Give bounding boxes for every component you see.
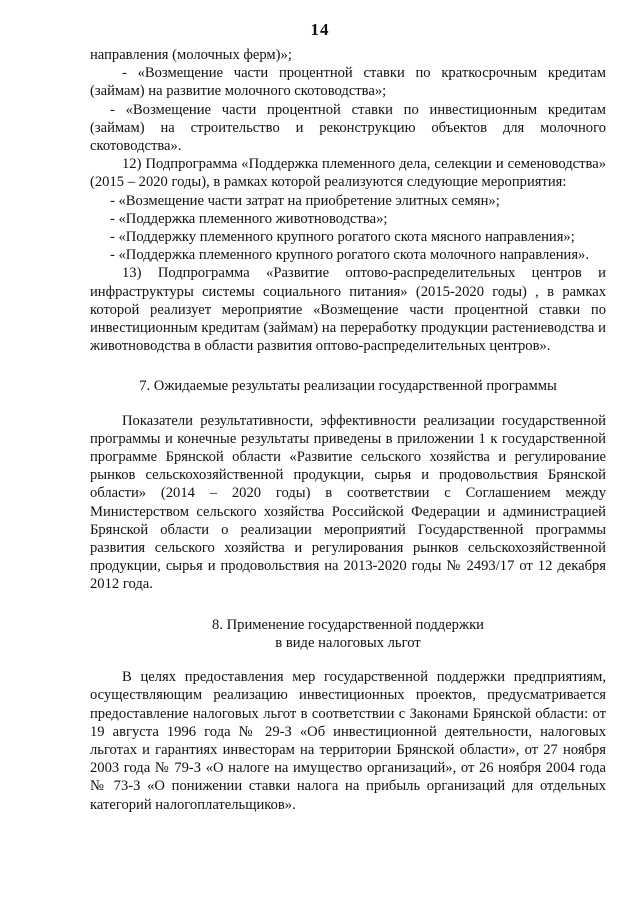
subprogram-12: 12) Подпрограмма «Поддержка племенного дела, селекции и семеноводства» (2015 – 2020 годы), в рамках которой реализуются следующие мероприятия: [90,156,606,191]
section-8-heading-line2: в виде налоговых льгот [275,634,421,651]
list-item-beef-cattle: - «Поддержку племенного крупного рогатого скота мясного направления»; [110,229,575,246]
paragraph-continuation: направления (молочных ферм)»; [90,47,292,63]
spacer [90,594,606,616]
section-8-paragraph: В целях предоставления мер государственной поддержки предприятиям, осуществляющим реализацию инвестиционных проектов, предусматривается предоставление налоговых льгот в соответствии с Законами Брянской области: от 19 августа 1996 года № 29-З «Об инвестиционной деятельности, налоговых льготах и гарантиях инвесторам на территории Брянской области», от 27 ноября 2003 года № 79-З «О налоге на имущество организаций», от 26 ноября 2004 года № 73-З «О понижении ставки налога на прибыль организаций для отдельных категорий налогоплательщиков». [90,669,606,813]
section-7-heading: 7. Ожидаемые результаты реализации государственной программы [139,378,557,395]
list-item-elite-seeds: - «Возмещение части затрат на приобретение элитных семян»; [110,192,500,209]
spacer [90,652,606,668]
list-item-investment-loans: - «Возмещение части процентной ставки по инвестиционным кредитам (займам) на строительство и реконструкцию объектов для молочного скотоводства». [90,101,606,155]
spacer [90,355,606,377]
list-item-dairy-cattle: - «Поддержка племенного крупного рогатого скота молочного направления». [110,247,589,264]
section-7-paragraph: Показатели результативности, эффективности реализации государственной программы и конечные результаты приведены в приложении 1 к государственной программе Брянской области «Развитие сельского хозяйства и регулирование рынков сельскохозяйственной продукции, сырья и продовольствия Брянской области» (2014 – 2020 годы) в соответствии с Соглашением между Министерством сельского хозяйства Российской Федерации и администрацией Брянской области о реализации мероприятий Государственной программы развития сельского хозяйства и регулирования рынков сельскохозяйственной продукции, сырья и продовольствия на 2013-2020 годы № 2493/17 от 12 декабря 2012 года. [90,412,606,593]
document-body [90,46,606,814]
list-item-short-term-loans: - «Возмещение части процентной ставки по краткосрочным кредитам (займам) на развитие молочного скотоводства»; [90,65,606,100]
page-number: 14 [310,20,330,39]
list-item-breeding-livestock: - «Поддержка племенного животноводства»; [110,210,388,227]
section-8-heading-line1: 8. Применение государственной поддержки [212,616,484,633]
spacer [90,396,606,412]
subprogram-13: 13) Подпрограмма «Развитие оптово-распределительных центров и инфраструктуры системы социального питания» (2015-2020 годы) , в рамках которой реализует мероприятие «Возмещение части процентной ставки по инвестиционным кредитам (займам) на переработку продукции растениеводства и животноводства в области развития оптово-распределительных центров». [90,265,606,355]
